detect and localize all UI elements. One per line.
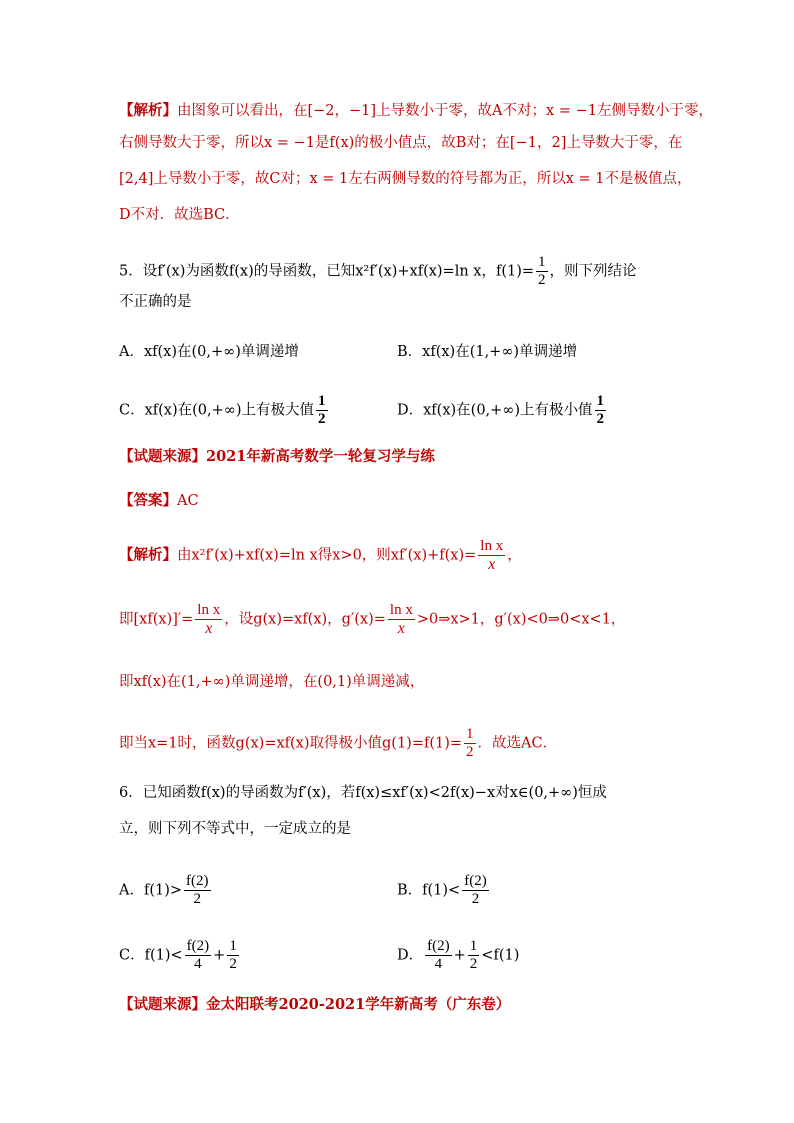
q5-analysis-line2 [119,602,625,637]
q5-lnx-fraction [478,538,505,573]
q6-f2-over-4 [425,938,452,973]
fraction-denominator: 2 [193,891,202,907]
fraction-denominator: 4 [194,956,202,972]
q5-analysis-line4 [119,726,557,761]
q5-analysis-text2b: ，设g(x)=xf(x)，g′(x)= [224,611,386,628]
fraction-denominator: 2 [466,744,474,760]
q5-option-d [397,393,608,428]
q6-option-b-text: B．f(1)< [397,882,461,899]
q4-analysis-line1 [119,100,713,122]
source-tag: 【试题来源】 [119,996,206,1013]
fraction-numerator: f(2) [464,873,487,889]
q6-option-b [397,873,491,908]
q6-option-c [119,938,241,973]
fraction-denominator: 2 [471,891,480,907]
q6-option-c-text: C．f(1)< [119,947,183,964]
q6-option-d-label: D． [397,947,424,964]
fraction-numerator: ln x [197,602,221,618]
fraction-numerator: 1 [538,254,546,270]
q4-analysis-text1: 由图象可以看出，在[−2，−1]上导数小于零，故A不对；x = −1左侧导数小于零， [177,103,713,119]
q5-lnx-fraction [195,602,222,637]
fraction-numerator: f(2) [186,873,209,889]
q5-option-c [119,393,330,428]
q6-source-text: 金太阳联考2020-2021学年新高考（广东卷） [206,996,511,1013]
fraction-numerator: ln x [480,538,504,554]
q5-half-fraction [464,726,476,761]
q5-option-b: B．xf(x)在(1,+∞)单调递增 [397,344,578,360]
q5-stem-line1 [119,254,637,289]
q4-analysis-line3: [2,4]上导数小于零，故C对；x = 1左右两侧导数的符号都为正，所以x = 1不是极值点， [119,171,692,187]
fraction-denominator: x [397,620,405,637]
fraction-numerator: 1 [318,393,326,409]
analysis-tag: 【解析】 [119,102,177,119]
q5-source-text: 2021年新高考数学一轮复习学与练 [206,448,435,465]
q5-stem-line2: 不正确的是 [119,294,192,310]
fraction-numerator: 1 [229,938,237,954]
fraction-denominator: 2 [469,956,478,972]
q5-answer [119,490,199,512]
fraction-numerator: f(2) [186,938,210,954]
q4-analysis-line2: 右侧导数大于零，所以x = −1是f(x)的极小值点，故B对；在[−1，2]上导数大于零，在 [119,135,683,151]
q5-option-c-fraction [316,393,328,428]
q6-option-a-text: A．f(1)> [119,882,183,899]
fraction-denominator: x [488,556,496,573]
q5-half-fraction [536,254,548,289]
fraction-numerator: 1 [596,393,605,409]
q5-analysis-line3: 即xf(x)在(1,+∞)单调递增，在(0,1)单调递减， [119,674,425,690]
source-tag: 【试题来源】 [119,448,206,465]
q5-stem-a: 5．设f′(x)为函数f(x)的导函数，已知x²f′(x)+xf(x)=ln x，f(1)= [119,263,535,280]
q6-option-a [119,873,213,908]
q5-analysis-text4a: 即当x=1时，函数g(x)=xf(x)取得极小值g(1)=f(1)= [119,735,463,752]
q6-option-d-text: <f(1) [481,947,520,964]
q5-analysis-text2a: 即[xf(x)]′= [119,611,194,628]
q5-analysis-text1: 由x²f′(x)+xf(x)=ln x得x>0，则xf′(x)+f(x)= [177,547,477,564]
q5-option-d-text: D．xf(x)在(0,+∞)上有极小值 [397,402,593,419]
q5-analysis-line1 [119,538,522,573]
fraction-numerator: 1 [466,726,474,742]
q5-source [119,446,435,468]
fraction-denominator: 2 [596,411,605,427]
fraction-denominator: 2 [318,411,326,427]
q6-option-d [397,938,519,973]
q6-f2-over-2 [184,873,211,908]
fraction-numerator: ln x [389,602,413,618]
analysis-tag: 【解析】 [119,546,177,564]
q6-f2-over-2 [462,873,489,908]
fraction-denominator: x [205,620,213,637]
q5-analysis-text4b: ．故选AC． [477,735,558,752]
plus-sign: + [453,947,466,964]
q5-stem-b: ，则下列结论 [549,263,637,280]
q5-analysis-text2c: >0⇒x>1，g′(x)<0⇒0<x<1， [416,611,626,628]
q5-option-c-text: C．xf(x)在(0,+∞)上有极大值 [119,402,315,419]
answer-tag: 【答案】 [119,492,177,509]
q5-analysis-text1-end: ， [507,547,522,564]
q6-stem-line2: 立，则下列不等式中，一定成立的是 [119,821,351,837]
fraction-denominator: 4 [434,956,443,972]
fraction-numerator: 1 [469,938,478,954]
q5-option-a: A．xf(x)在(0,+∞)单调递增 [119,344,299,360]
q6-stem-line1: 6．已知函数f(x)的导函数为f′(x)，若f(x)≤xf′(x)<2f(x)−x对x∈(0,+∞)恒成 [119,785,607,801]
q5-lnx-fraction [388,602,415,637]
fraction-denominator: 2 [538,272,546,288]
q6-f2-over-4 [185,938,212,973]
q5-answer-text: AC [177,493,199,509]
q6-source [119,994,510,1016]
q6-one-half [468,938,480,973]
plus-sign: + [213,947,226,964]
fraction-denominator: 2 [229,956,237,972]
q5-option-d-fraction [595,393,607,428]
q4-analysis-line4: D不对．故选BC． [119,207,240,223]
q6-one-half [227,938,239,973]
fraction-numerator: f(2) [427,938,450,954]
